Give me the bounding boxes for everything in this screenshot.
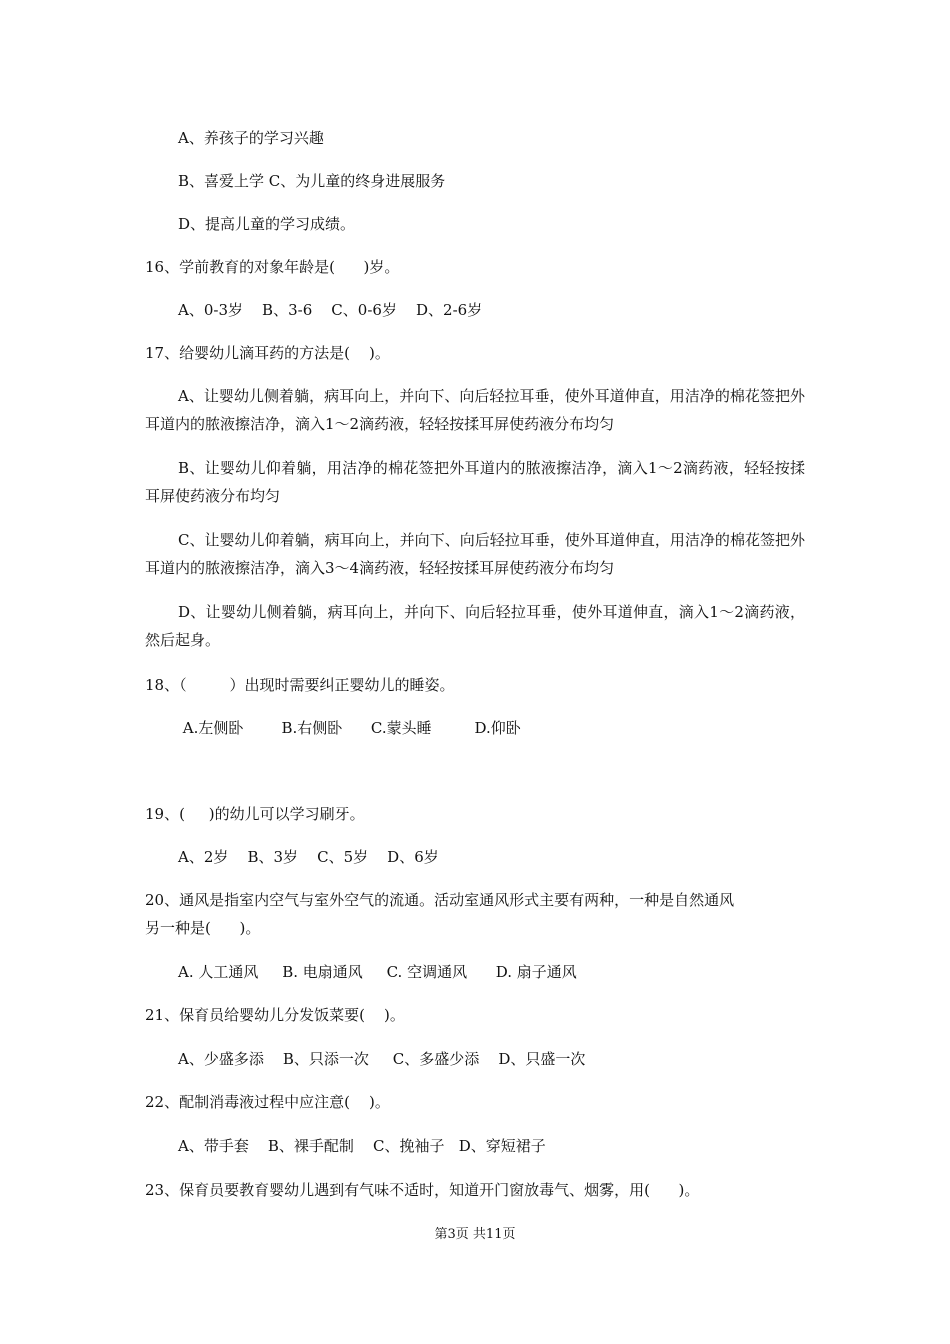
question-19-options: A、2岁 B、3岁 C、5岁 D、6岁	[178, 848, 439, 866]
question-20-line-2: 另一种是( )。	[145, 919, 261, 937]
question-18: 18、（ ）出现时需要纠正婴幼儿的睡姿。	[145, 676, 455, 694]
question-18-options: A.左侧卧 B.右侧卧 C.蒙头睡 D.仰卧	[178, 719, 521, 737]
question-17: 17、给婴幼儿滴耳药的方法是( )。	[145, 344, 390, 362]
question-17-option-c: C、让婴幼儿仰着躺，病耳向上，并向下、向后轻拉耳垂，使外耳道伸直，用洁净的棉花签把外耳道内的脓液擦洁净，滴入3～4滴药液，轻轻按揉耳屏使药液分布均匀	[145, 531, 805, 577]
page-footer: 第3页 共11页	[434, 1227, 516, 1242]
question-23: 23、保育员要教育婴幼儿遇到有气味不适时，知道开门窗放毒气、烟雾，用( )。	[145, 1181, 700, 1199]
option-line: A、养孩子的学习兴趣	[178, 129, 324, 147]
question-21: 21、保育员给婴幼儿分发饭菜要( )。	[145, 1006, 405, 1024]
question-16-options: A、0-3岁 B、3-6 C、0-6岁 D、2-6岁	[178, 301, 483, 319]
question-22: 22、配制消毒液过程中应注意( )。	[145, 1093, 390, 1111]
question-16: 16、学前教育的对象年龄是( )岁。	[145, 258, 400, 276]
question-22-options: A、带手套 B、裸手配制 C、挽袖子 D、穿短裙子	[178, 1137, 546, 1155]
question-19: 19、( )的幼儿可以学习刷牙。	[145, 805, 365, 823]
option-line: D、提高儿童的学习成绩。	[178, 215, 356, 233]
option-line: B、喜爱上学 C、为儿童的终身进展服务	[178, 172, 446, 190]
question-17-option-a: A、让婴幼儿侧着躺，病耳向上，并向下、向后轻拉耳垂，使外耳道伸直，用洁净的棉花签把外耳道内的脓液擦洁净，滴入1～2滴药液，轻轻按揉耳屏使药液分布均匀	[145, 387, 805, 433]
question-20-options: A. 人工通风 B. 电扇通风 C. 空调通风 D. 扇子通风	[178, 963, 577, 981]
question-17-option-d: D、让婴幼儿侧着躺，病耳向上，并向下、向后轻拉耳垂，使外耳道伸直，滴入1～2滴药液，然后起身。	[145, 603, 805, 649]
question-17-option-b: B、让婴幼儿仰着躺，用洁净的棉花签把外耳道内的脓液擦洁净，滴入1～2滴药液，轻轻按揉耳屏使药液分布均匀	[145, 459, 805, 505]
question-21-options: A、少盛多添 B、只添一次 C、多盛少添 D、只盛一次	[178, 1050, 586, 1068]
question-20-line-1: 20、通风是指室内空气与室外空气的流通。活动室通风形式主要有两种，一种是自然通风	[145, 891, 735, 909]
